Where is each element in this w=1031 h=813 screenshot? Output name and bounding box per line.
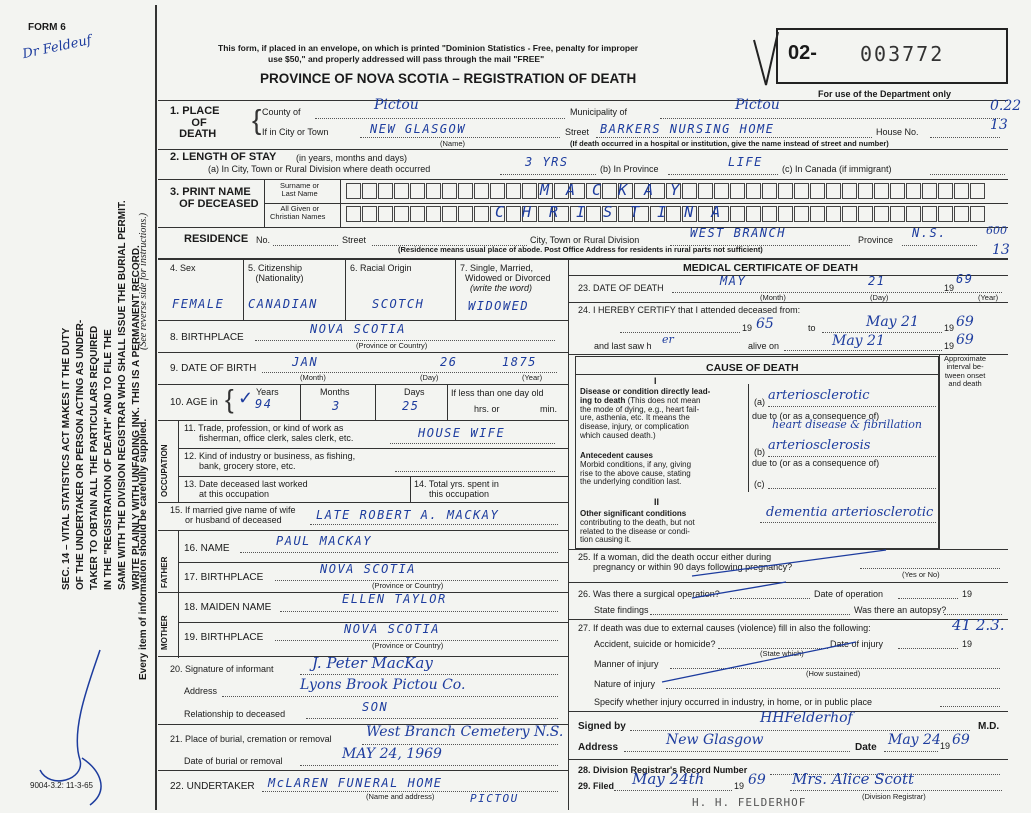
form-title: PROVINCE OF NOVA SCOTIA – REGISTRATION OF DEATH (260, 71, 637, 86)
total-years-label: 14. Total yrs. spent in this occupation (414, 479, 499, 499)
dob-label: 9. DATE OF BIRTH (170, 363, 257, 374)
stay-c-label: (c) In Canada (if immigrant) (782, 164, 892, 174)
dept-use-note: For use of the Department only (818, 89, 952, 99)
physician-printed-name: H. H. FELDERHOF (692, 796, 807, 809)
stay-b-label: (b) In Province (600, 164, 659, 174)
other-conditions-label: Other significant conditions contributing to the death, but not related to the disease or condi- tion causing it. (580, 509, 695, 545)
side-legal-text: SEC. 14 – VITAL STATISTICS ACT MAKES IT THE DUTY OF THE UNDERTAKER OR PERSON ACTING AS UNDER- TAKER TO OBTAIN ALL THE PARTICULARS REQUIRED IN THE "REGISTRATION OF DEATH" AND TO FILE THE SAME WITH THE DIVISION REGISTRAR WHO SHALL ISSUE THE BURIAL PERMIT. WRITE PLAINLY WITH UNFADING INK. THIS IS A PERMANENT RECORD. (61, 200, 142, 590)
other-conditions-value: dementia arteriosclerotic (766, 505, 934, 520)
dob-day: 26 (440, 355, 458, 369)
margin-code-2: 13 (990, 117, 1008, 133)
residence-city-label: City, Town or Rural Division (530, 235, 640, 245)
father-name-label: 16. NAME (184, 543, 230, 554)
age-days: 25 (402, 399, 420, 413)
certify-label: 24. I HEREBY CERTIFY that I attended deceased from: (578, 305, 801, 315)
trade-value: HOUSE WIFE (418, 426, 506, 440)
industry-label: 12. Kind of industry or business, as fishing, bank, grocery store, etc. (184, 451, 356, 471)
city-value: NEW GLASGOW (370, 122, 466, 136)
print-code: 9004-3.2: 11-3-65 (30, 781, 94, 790)
medical-header: MEDICAL CERTIFICATE OF DEATH (683, 262, 858, 274)
sex-label: 4. Sex (170, 263, 196, 273)
registration-number: 003772 (860, 42, 945, 66)
physician-signature: HHFelderhof (760, 710, 853, 726)
residence-note: (Residence means usual place of abode. Post Office Address for residents in rural parts not sufficient) (398, 245, 763, 254)
mother-side-label: MOTHER (160, 615, 169, 650)
last-worked-label: 13. Date deceased last worked at this occupation (184, 479, 308, 499)
mother-birthplace-label: 19. BIRTHPLACE (184, 632, 264, 643)
birthplace-value: NOVA SCOTIA (310, 322, 406, 336)
side-note: Every item of information should be carefully supplied. (138, 418, 149, 680)
marital-label: 7. Single, Married, Widowed or Divorced (write the word) (460, 263, 551, 293)
cause-b: arteriosclerosis (768, 438, 871, 453)
citizenship-value: CANADIAN (248, 297, 318, 311)
attended-to-year: 69 (956, 314, 974, 330)
margin-code-4: 13 (992, 242, 1010, 258)
citizenship-label: 5. Citizenship (Nationality) (248, 263, 304, 283)
stay-label: 2. LENGTH OF STAY (170, 151, 277, 163)
dob-year: 1875 (502, 355, 537, 369)
surname-label: Surname or Last Name (280, 181, 320, 199)
given-value: CHRISTINA (495, 203, 739, 221)
city-label: If in City or Town (262, 127, 329, 137)
informant-sig-label: 20. Signature of informant (170, 664, 274, 674)
mother-birthplace-value: NOVA SCOTIA (344, 622, 440, 636)
father-side-label: FATHER (160, 556, 169, 588)
informant-relationship-value: SON (362, 700, 389, 714)
marital-value: WIDOWED (468, 299, 530, 313)
spouse-value: LATE ROBERT A. MACKAY (316, 508, 500, 522)
racial-label: 6. Racial Origin (350, 263, 412, 273)
stay-a-value: 3 YRS (525, 155, 569, 169)
stay-b-value: LIFE (728, 155, 763, 169)
municipality-value: Pictou (735, 97, 780, 113)
father-birthplace-label: 17. BIRTHPLACE (184, 572, 264, 583)
trade-label: 11. Trade, profession, or kind of work as fisherman, office clerk, sales clerk, etc. (184, 423, 354, 443)
birthplace-label: 8. BIRTHPLACE (170, 332, 244, 343)
filed-date: May 24th (632, 770, 705, 788)
registration-prefix: 02- (788, 42, 817, 64)
given-label: All Given or Christian Names (270, 204, 326, 222)
certificate-date-year: 69 (952, 732, 970, 748)
cause-a-due: heart disease & fibrillation (772, 418, 922, 431)
mother-maiden-label: 18. MAIDEN NAME (184, 602, 272, 613)
dod-year: 69 (956, 272, 974, 286)
dod-label: 23. DATE OF DEATH (578, 283, 664, 293)
q29-label: 29. Filed (578, 781, 615, 791)
hospital-note: (If death occurred in a hospital or institution, give the name instead of street and number) (570, 139, 889, 148)
dod-day: 21 (868, 274, 886, 288)
burial-place-label: 21. Place of burial, cremation or removal (170, 734, 332, 744)
dob-month: JAN (292, 355, 319, 369)
registration-number-box (776, 28, 1008, 84)
residence-city-value: WEST BRANCH (690, 226, 786, 240)
registrar-signature: Mrs. Alice Scott (792, 770, 914, 788)
age-label: 10. AGE in (170, 397, 218, 408)
age-months: 3 (332, 399, 341, 413)
burial-date-value: MAY 24, 1969 (342, 746, 442, 762)
county-value: Pictou (374, 97, 419, 113)
corner-signature: Dr Feldeuf (21, 32, 93, 63)
place-label: 1. PLACE OF DEATH (170, 105, 220, 141)
undertaker-label: 22. UNDERTAKER (170, 781, 255, 792)
father-name-value: PAUL MACKAY (276, 534, 372, 548)
cause-header: CAUSE OF DEATH (706, 362, 799, 374)
attended-from-year: 65 (756, 316, 774, 332)
envelope-notice-1: This form, if placed in an envelope, on which is printed "Dominion Statistics - Free, penalty for improper (218, 43, 639, 53)
occupation-side-label: OCCUPATION (160, 444, 169, 497)
q26-label: 26. Was there a surgical operation? (578, 589, 720, 599)
age-years: 94 (255, 397, 273, 411)
stay-a-label: (a) In City, Town or Rural Division where death occurred (208, 164, 431, 174)
envelope-notice-2: use $50," and properly addressed will pass through the mail "FREE" (268, 54, 545, 64)
informant-sig-value: J. Peter MacKay (312, 654, 433, 672)
street-value: BARKERS NURSING HOME (600, 122, 775, 136)
form-number: FORM 6 (28, 22, 66, 33)
spouse-label: 15. If married give name of wife or husband of deceased (170, 505, 296, 525)
q28-label: 28. Division Registrar's Record Number (578, 765, 748, 775)
racial-value: SCOTCH (372, 297, 425, 311)
dod-month: MAY (720, 274, 747, 288)
name-label: 3. PRINT NAME OF DECEASED (170, 186, 259, 211)
alive-on-year: 69 (956, 332, 974, 348)
undertaker-value: McLAREN FUNERAL HOME (268, 776, 443, 790)
cause-a: arteriosclerotic (768, 388, 870, 403)
antecedent-label: Antecedent causes Morbid conditions, if any, giving rise to the above cause, stating the underlying condition last. (580, 451, 692, 487)
burial-place-value: West Branch Cemetery N.S. (366, 724, 564, 740)
father-birthplace-value: NOVA SCOTIA (320, 562, 416, 576)
residence-label: RESIDENCE (184, 233, 249, 245)
alive-on-value: May 21 (832, 333, 885, 349)
margin-code-1: 0.22 (990, 98, 1022, 114)
certificate-date: May 24 (888, 732, 941, 748)
house-no-label: House No. (876, 127, 919, 137)
q27-label: 27. If death was due to external causes (violence) fill in also the following: (578, 623, 871, 633)
informant-address-value: Lyons Brook Pictou Co. (300, 677, 466, 693)
attended-to: May 21 (866, 314, 919, 330)
filed-year: 69 (748, 772, 766, 788)
undertaker-value-2: PICTOU (470, 792, 519, 805)
residence-province-value: N.S. (912, 226, 947, 240)
street-label: Street (565, 127, 590, 137)
surname-value: MACKAY (540, 181, 697, 199)
county-label: County of (262, 107, 301, 117)
interval-header: Approximate interval be- tween onset and death (944, 354, 987, 388)
side-note-instructions: (See reverse side for instructions.) (138, 212, 149, 350)
q25-label: 25. If a woman, did the death occur either during pregnancy or within 90 days following pregnancy? (578, 552, 793, 572)
margin-code-3: 600 (986, 224, 1007, 237)
sex-value: FEMALE (172, 297, 225, 311)
physician-address: New Glasgow (666, 732, 764, 748)
margin-code-5: 41 2.3. (952, 616, 1005, 634)
direct-cause-label: Disease or condition directly lead- ing to death (This does not mean the mode of dying, e.g., heart fail- ure, asthenia, etc. It means the disease, injury, or complication which caused death.) (580, 387, 711, 440)
municipality-label: Municipality of (570, 107, 628, 117)
mother-maiden-value: ELLEN TAYLOR (342, 592, 447, 606)
